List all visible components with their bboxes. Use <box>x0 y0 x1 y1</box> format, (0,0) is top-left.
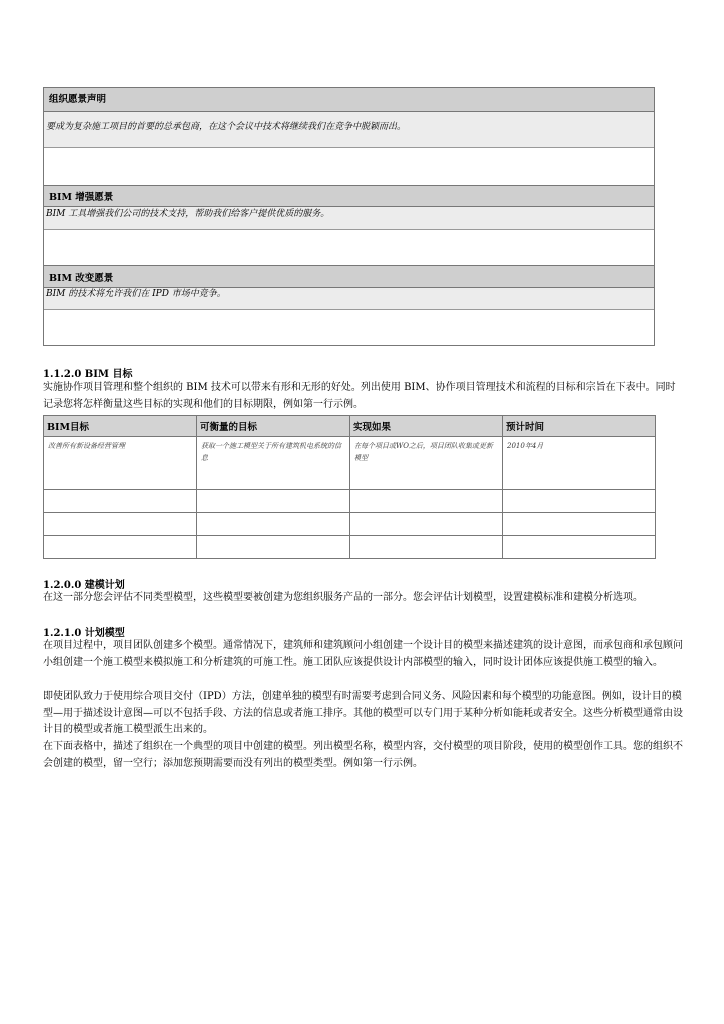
vision-statement-box <box>43 87 655 346</box>
org-vision-title: 组织愿景声明 <box>44 88 654 112</box>
plan-models-paragraph-1: 在项目过程中，项目团队创建多个模型。通常情况下，建筑师和建筑顾问小组创建一个设计目的模型来描述建筑的设计意图，而承包商和承包顾问小组创建一个施工模型来模拟施工和分析建筑的可施工性。施工团队应该提供设计内部模型的输入，同时设计团体应该提供施工模型的输入。 <box>43 640 683 668</box>
plan-models-heading: 1.2.1.0 计划模型 <box>43 628 125 639</box>
example-time-cell[interactable]: 2010年4月 <box>503 437 656 490</box>
col-bim-goal: BIM目标 <box>44 416 197 437</box>
table-cell[interactable] <box>44 513 197 536</box>
table-row <box>44 490 656 513</box>
table-cell[interactable] <box>503 490 656 513</box>
table-cell[interactable] <box>350 536 503 559</box>
col-achieved-if: 实现如果 <box>350 416 503 437</box>
enhanced-vision-text: BIM 工具增强我们公司的技术支持，帮助我们给客户提供优质的服务。 <box>44 207 654 230</box>
example-goal-cell[interactable]: 改善所有新设备经营管理 <box>44 437 197 490</box>
example-achieved-cell[interactable]: 在每个项目或WO之后，项目团队收集或更新模型 <box>350 437 503 490</box>
table-row <box>44 437 656 490</box>
col-expected-time: 预计时间 <box>503 416 656 437</box>
col-measurable-goal: 可衡量的目标 <box>197 416 350 437</box>
change-vision-blank-row <box>44 310 654 345</box>
table-cell[interactable] <box>503 536 656 559</box>
change-vision-title: BIM 改变愿景 <box>44 266 654 288</box>
bim-goals-table <box>43 415 656 559</box>
plan-models-paragraph-3: 在下面表格中，描述了组织在一个典型的项目中创建的模型。列出模型名称，模型内容，交付模型的项目阶段，使用的模型创作工具。您的组织不会创建的模型，留一空行；添加您预期需要而没有列出的模型类型。例如第一行示例。 <box>43 741 683 769</box>
plan-models-paragraph-2: 即使团队致力于使用综合项目交付（IPD）方法，创建单独的模型有时需要考虑到合同义务、风险因素和每个模型的功能意图。例如，设计目的模型—用于描述设计意图—可以不包括手段、方法的信息或者施工排序。其他的模型可以专门用于某种分析如能耗或者安全。这些分析模型通常由设计目的模型或者施工模型派生出来的。 <box>43 691 683 735</box>
table-cell[interactable] <box>503 513 656 536</box>
table-cell[interactable] <box>197 536 350 559</box>
enhanced-vision-blank-row <box>44 230 654 266</box>
table-cell[interactable] <box>197 513 350 536</box>
modeling-plan-heading: 1.2.0.0 建模计划 <box>43 580 125 591</box>
enhanced-vision-title: BIM 增强愿景 <box>44 186 654 207</box>
goals-intro: 实施协作项目管理和整个组织的 BIM 技术可以带来有形和无形的好处。列出使用 BIM、协作项目管理技术和流程的目标和宗旨在下表中。同时记录您将怎样衡量这些目标的实现和他们的目标期限，例如第一行示例。 <box>43 382 676 410</box>
table-header-row <box>44 416 656 437</box>
table-row <box>44 536 656 559</box>
org-vision-text: 要成为复杂施工项目的首要的总承包商，在这个会议中技术将继续我们在竞争中脱颖而出。 <box>44 112 654 148</box>
table-row <box>44 513 656 536</box>
modeling-plan-intro: 在这一部分您会评估不同类型模型，这些模型要被创建为您组织服务产品的一部分。您会评估计划模型，设置建模标准和建模分析选项。 <box>43 592 643 603</box>
table-cell[interactable] <box>44 490 197 513</box>
table-cell[interactable] <box>197 490 350 513</box>
change-vision-text: BIM 的技术将允许我们在 IPD 市场中竞争。 <box>44 288 654 310</box>
table-cell[interactable] <box>350 513 503 536</box>
table-cell[interactable] <box>350 490 503 513</box>
example-measurable-cell[interactable]: 获取一个施工模型关于所有建筑机电系统的信息 <box>197 437 350 490</box>
table-cell[interactable] <box>44 536 197 559</box>
goals-heading: 1.1.2.0 BIM 目标 <box>43 369 133 380</box>
org-vision-blank-row <box>44 148 654 186</box>
